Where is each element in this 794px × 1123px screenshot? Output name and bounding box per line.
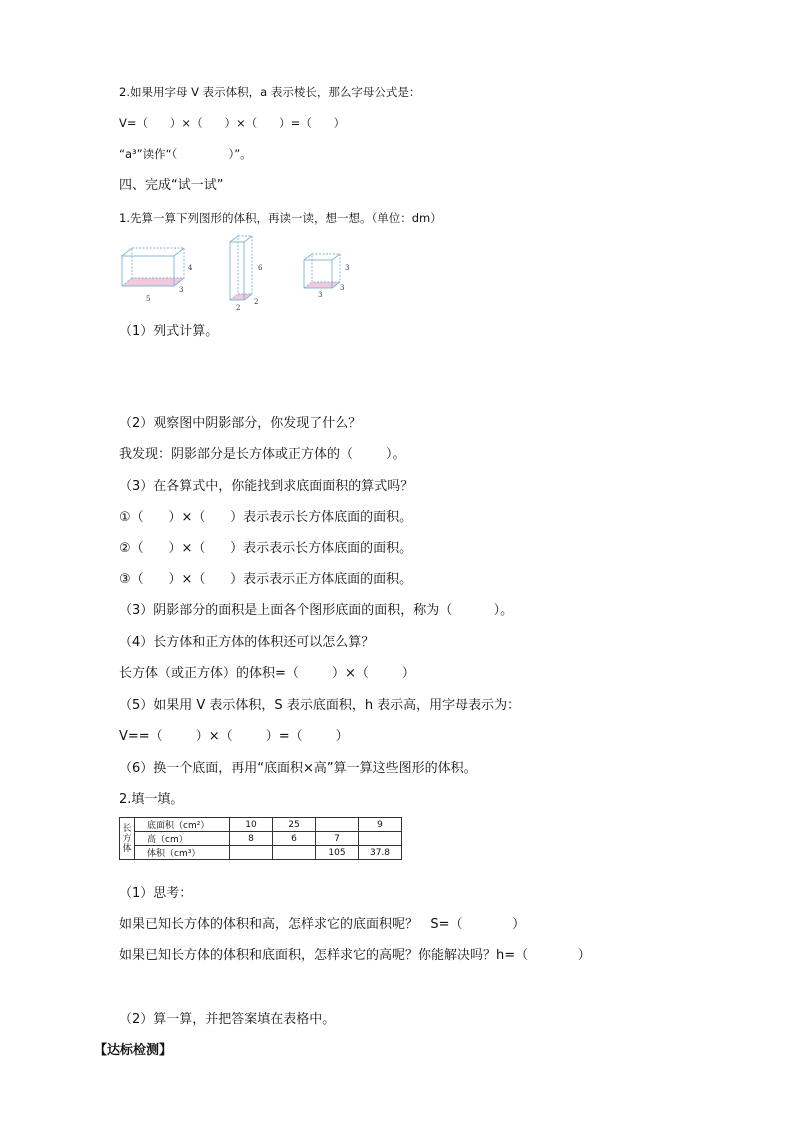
fig2-depth: 2 (254, 298, 259, 306)
section-title-check: 【达标检测】 (94, 1043, 173, 1058)
try1-title: 1.先算一算下列图形的体积，再读一读，想一想。（单位：dm） (119, 211, 442, 225)
try1-formula1: 长方体（或正方体）的体积=（ ）×（ ） (119, 666, 415, 681)
fig2-width: 2 (236, 304, 241, 312)
try1-c1: ①（ ）×（ ）表示表示长方体底面的面积。 (119, 510, 413, 525)
fig1-height: 4 (188, 264, 193, 272)
table-cell[interactable] (316, 818, 359, 832)
table-cell[interactable] (230, 846, 273, 860)
try1-c3: ③（ ）×（ ）表示表示正方体底面的面积。 (119, 572, 413, 587)
fig2-height: 6 (258, 264, 263, 272)
table-row (120, 846, 402, 860)
q2-formula: V=（ ）×（ ）×（ ）=（ ） (119, 116, 346, 130)
row-label-base-area: 底面积（cm²） (135, 818, 230, 832)
fill-title: 2.填一填。 (119, 792, 184, 807)
table-cell[interactable] (359, 832, 402, 846)
fill-question-h: 如果已知长方体的体积和底面积，怎样求它的高呢？你能解决吗？h=（ ） (119, 948, 591, 963)
table-cell[interactable]: 8 (230, 832, 273, 846)
try1-p6: （6）换一个底面，再用“底面积×高”算一算这些图形的体积。 (119, 761, 477, 776)
fig3-depth: 3 (340, 284, 345, 292)
table-cell[interactable]: 7 (316, 832, 359, 846)
table-side-label: 长 方 体 (120, 818, 135, 860)
try1-p1: （1）列式计算。 (119, 324, 219, 339)
fill-calc: （2）算一算，并把答案填在表格中。 (119, 1012, 336, 1027)
table-row (120, 818, 402, 832)
table-cell[interactable]: 37.8 (359, 846, 402, 860)
row-label-height: 高（cm） (135, 832, 230, 846)
table-cell[interactable]: 6 (273, 832, 316, 846)
q2-title: 2.如果用字母 V 表示体积，a 表示棱长，那么字母公式是： (119, 85, 421, 99)
try1-c2: ②（ ）×（ ）表示表示长方体底面的面积。 (119, 541, 413, 556)
table-row (120, 832, 402, 846)
figure-cuboid-2 (224, 232, 274, 314)
fill-think: （1）思考： (119, 886, 193, 901)
row-label-volume: 体积（cm³） (135, 846, 230, 860)
figure-cube-3 (300, 248, 356, 298)
table-cell[interactable]: 25 (273, 818, 316, 832)
table-cell[interactable]: 10 (230, 818, 273, 832)
try1-p3: （3）在各算式中，你能找到求底面面积的算式吗？ (119, 479, 414, 494)
fill-table (119, 817, 402, 860)
try1-found: 我发现：阴影部分是长方体或正方体的（ ）。 (119, 447, 406, 462)
section4-title: 四、完成“试一试” (119, 178, 224, 193)
table-cell[interactable] (273, 846, 316, 860)
fill-question-s: 如果已知长方体的体积和高，怎样求它的底面积呢？ S=（ ） (119, 917, 526, 932)
fig1-width: 5 (146, 295, 151, 303)
try1-p2: （2）观察图中阴影部分，你发现了什么？ (119, 416, 362, 431)
table-cell[interactable]: 105 (316, 846, 359, 860)
try1-p3b: （3）阴影部分的面积是上面各个图形底面的面积，称为（ ）。 (119, 603, 514, 618)
fig1-depth: 3 (179, 286, 184, 294)
table-cell[interactable]: 9 (359, 818, 402, 832)
try1-p4: （4）长方体和正方体的体积还可以怎么算？ (119, 635, 375, 650)
fig3-width: 3 (318, 291, 323, 298)
figure-cuboid-1 (118, 240, 198, 306)
fig3-height: 3 (345, 264, 350, 272)
try1-p5: （5）如果用 V 表示体积，S 表示底面积，h 表示高，用字母表示为： (119, 698, 521, 713)
q2-read: “a³”读作“（ ）”。 (119, 147, 252, 161)
try1-formula2: V==（ ）×（ ）=（ ） (119, 729, 349, 744)
